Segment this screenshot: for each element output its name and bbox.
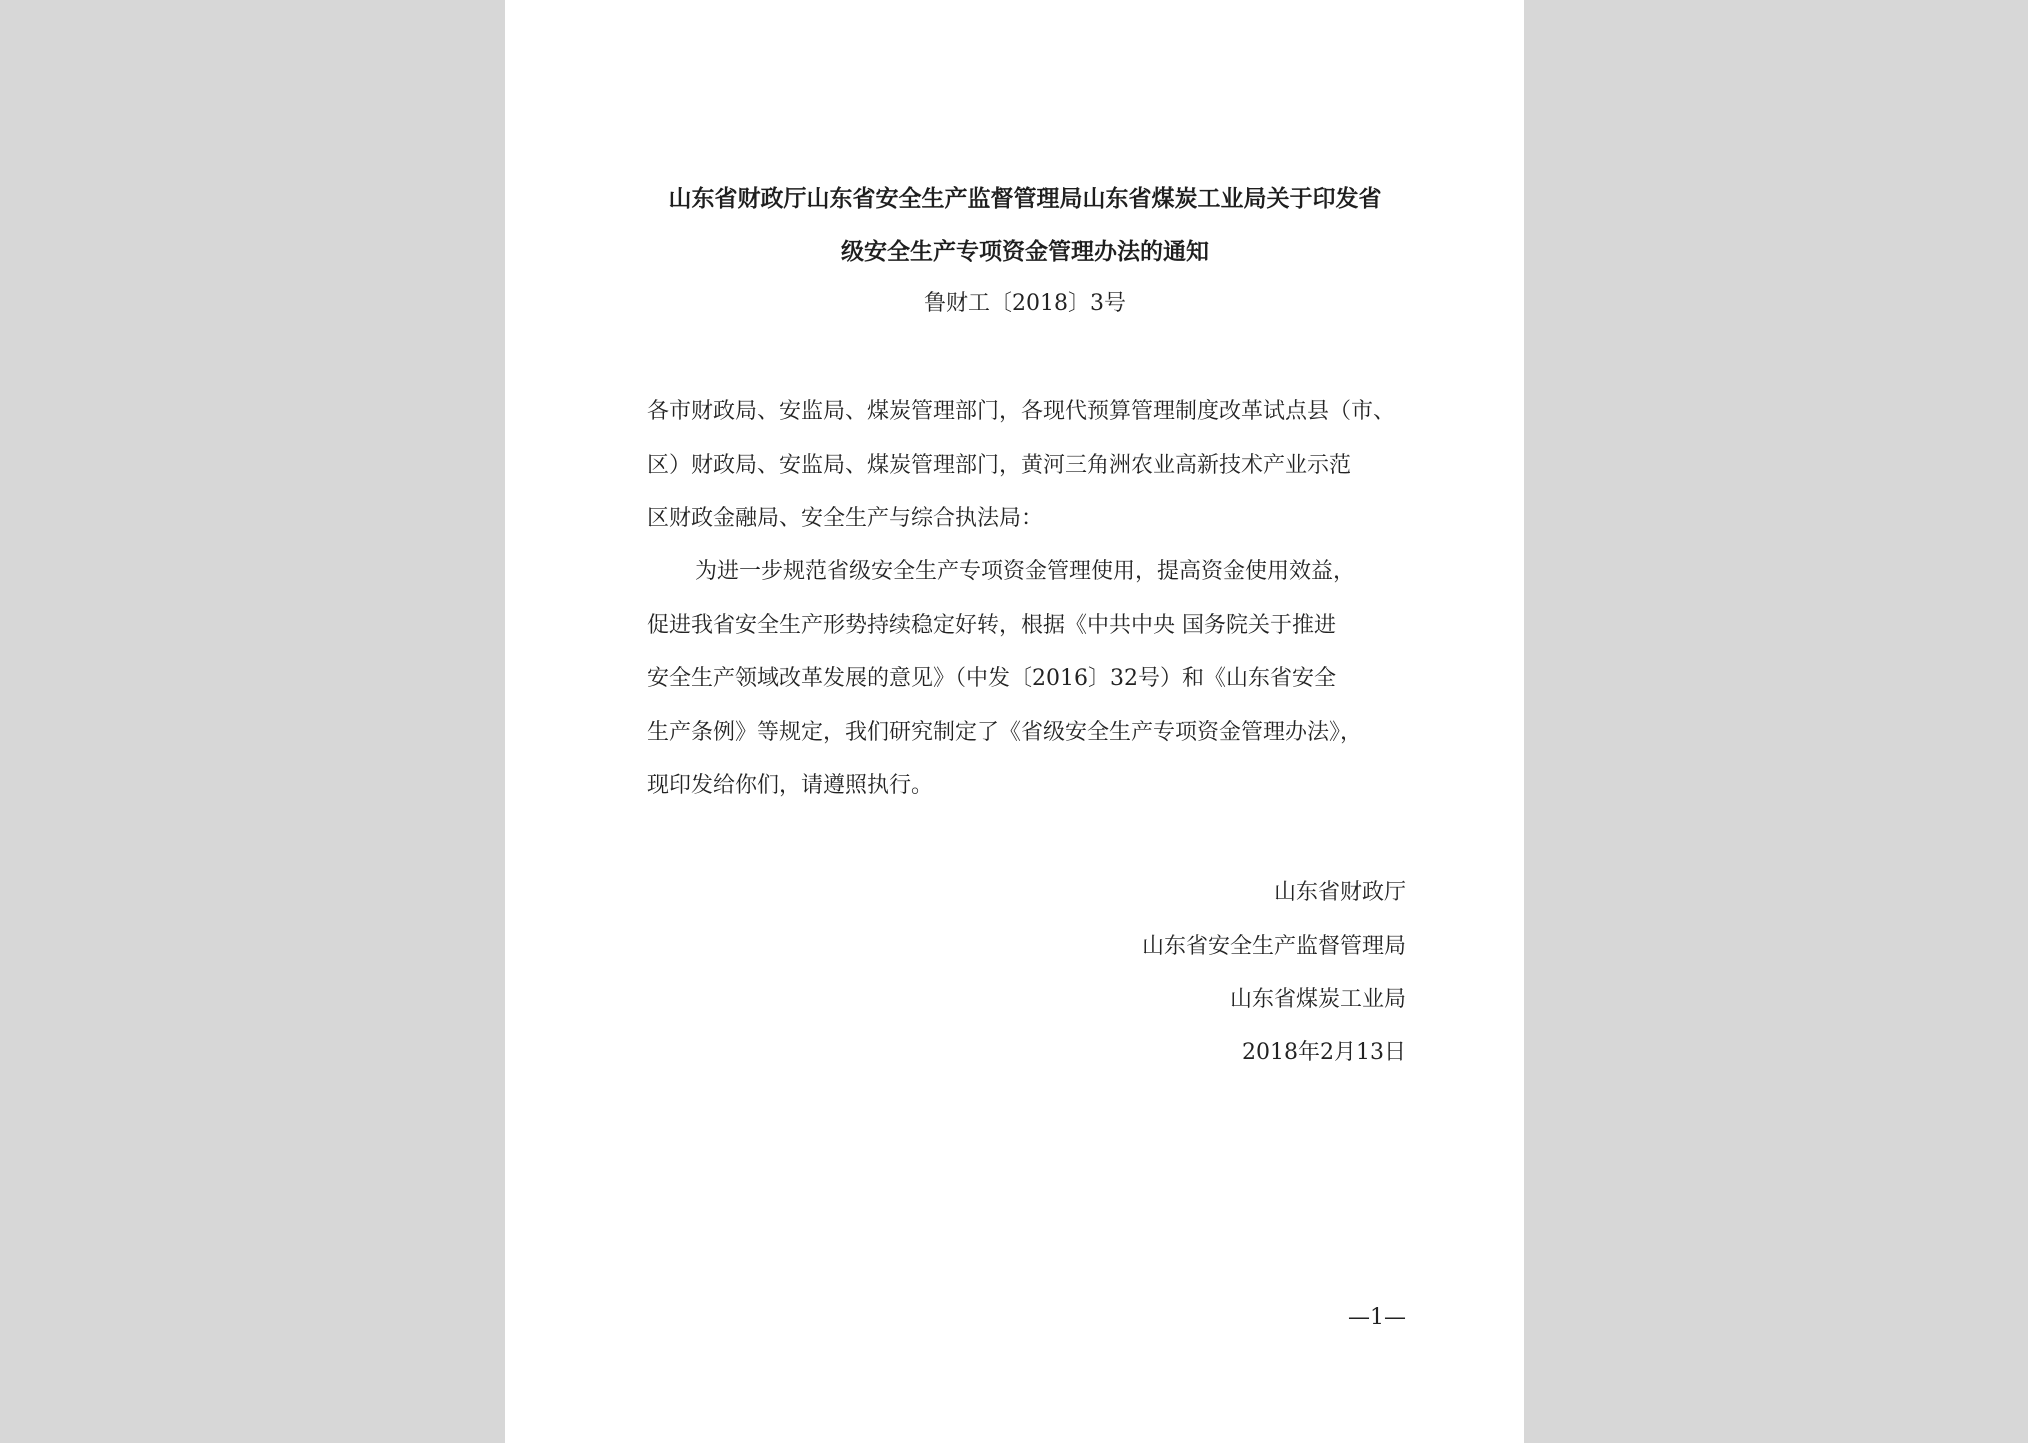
page-number: —1— — [1348, 1305, 1406, 1330]
body-line: 安全生产领域改革发展的意见》（中发〔2016〕32号）和《山东省安全 — [647, 666, 1336, 691]
signatory-coal-bureau: 山东省煤炭工业局 — [1229, 987, 1406, 1012]
addressee-line: 区财政金融局、安全生产与综合执法局： — [647, 506, 1044, 531]
document-title-line-2: 级安全生产专项资金管理办法的通知 — [841, 238, 1209, 265]
body-line: 现印发给你们，请遵照执行。 — [647, 773, 934, 798]
document-title-line-1: 山东省财政厅山东省安全生产监督管理局山东省煤炭工业局关于印发省 — [668, 185, 1382, 212]
addressee-line: 区）财政局、安监局、煤炭管理部门，黄河三角洲农业高新技术产业示范 — [647, 452, 1352, 478]
body-line: 促进我省安全生产形势持续稳定好转，根据《中共中央 国务院关于推进 — [647, 612, 1336, 638]
body-line: 为进一步规范省级安全生产专项资金管理使用，提高资金使用效益， — [695, 559, 1356, 584]
addressee-block — [647, 385, 1407, 546]
signatory-finance-dept: 山东省财政厅 — [1273, 880, 1406, 905]
addressee-line: 各市财政局、安监局、煤炭管理部门，各现代预算管理制度改革试点县（市、 — [647, 399, 1396, 424]
body-line: 生产条例》等规定，我们研究制定了《省级安全生产专项资金管理办法》， — [647, 719, 1363, 745]
document-date: 2018年2月13日 — [1242, 1040, 1406, 1065]
body-paragraph — [647, 545, 1407, 813]
document-number: 鲁财工〔2018〕3号 — [924, 291, 1126, 316]
document-page — [505, 0, 1524, 1443]
signatory-safety-bureau: 山东省安全生产监督管理局 — [1141, 934, 1406, 959]
